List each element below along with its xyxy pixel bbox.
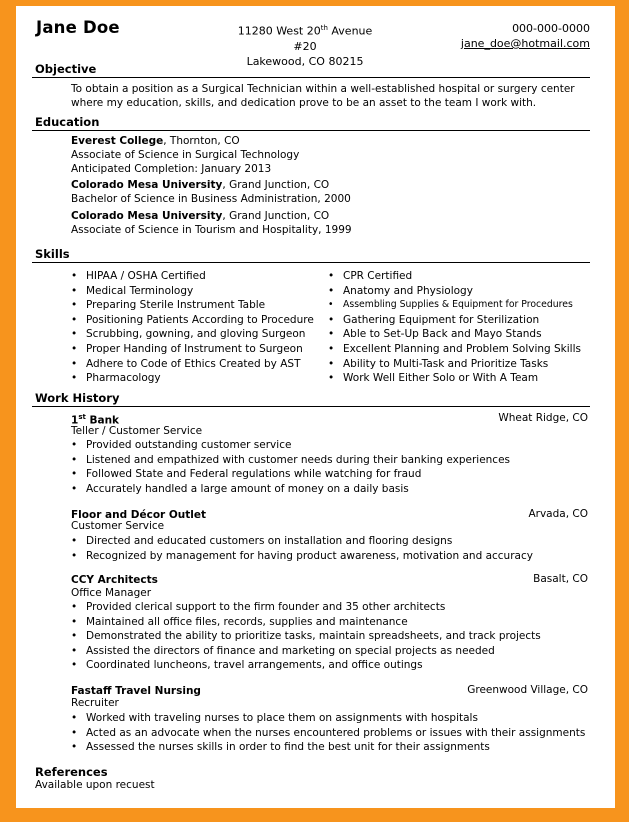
- list-item: • Assisted the directors of finance and marketing on special projects as needed: [71, 644, 541, 659]
- list-item: • Assessed the nurses skills in order to find the best unit for their assignments: [71, 740, 585, 755]
- education-school-2: Colorado Mesa University, Grand Junction, CO: [71, 179, 330, 191]
- job-role-2: Customer Service: [71, 520, 165, 532]
- list-item: • Work Well Either Solo or With A Team: [328, 371, 581, 386]
- section-title-work-history: Work History: [35, 391, 120, 405]
- job-employer-3: CCY Architects: [71, 574, 158, 586]
- education-degree-3: Associate of Science in Tourism and Hospitality, 1999: [71, 224, 352, 236]
- section-divider: [32, 406, 590, 407]
- objective-line-2: where my education, skills, and dedication prove to be an asset to the team I work with.: [71, 97, 537, 109]
- list-item: • HIPAA / OSHA Certified: [71, 269, 314, 284]
- list-item: • Able to Set-Up Back and Mayo Stands: [328, 327, 581, 342]
- list-item: • Positioning Patients According to Procedure: [71, 313, 314, 328]
- list-item: • Proper Handing of Instrument to Surgeon: [71, 342, 314, 357]
- education-degree-2: Bachelor of Science in Business Administration, 2000: [71, 193, 351, 205]
- list-item: • Pharmacology: [71, 371, 314, 386]
- references-text: Available upon recuest: [35, 779, 155, 791]
- list-item: • Ability to Multi-Task and Prioritize Tasks: [328, 357, 581, 372]
- list-item: • Listened and empathized with customer needs during their banking experiences: [71, 453, 510, 468]
- list-item: • Gathering Equipment for Sterilization: [328, 313, 581, 328]
- list-item: • Provided clerical support to the firm founder and 35 other architects: [71, 600, 541, 615]
- list-item: • Coordinated luncheons, travel arrangements, and office outings: [71, 658, 541, 673]
- list-item: • Recognized by management for having product awareness, motivation and accuracy: [71, 549, 533, 564]
- job-duties-3: [71, 600, 541, 673]
- list-item: • Adhere to Code of Ethics Created by AST: [71, 357, 314, 372]
- list-item: • Medical Terminology: [71, 284, 314, 299]
- job-duties-2: [71, 534, 533, 563]
- list-item: • Maintained all office files, records, supplies and maintenance: [71, 615, 541, 630]
- education-degree-1: Associate of Science in Surgical Technology: [71, 149, 300, 161]
- section-title-skills: Skills: [35, 247, 70, 261]
- contact-block: [432, 21, 590, 51]
- job-employer-2: Floor and Décor Outlet: [71, 509, 207, 521]
- list-item: • Scrubbing, gowning, and gloving Surgeon: [71, 327, 314, 342]
- list-item: • Worked with traveling nurses to place them on assignments with hospitals: [71, 711, 585, 726]
- section-divider: [32, 77, 590, 78]
- job-location-1: Wheat Ridge, CO: [498, 412, 588, 424]
- address-line-1: 11280 West 20th Avenue #20: [237, 24, 373, 53]
- list-item: • Anatomy and Physiology: [328, 284, 581, 299]
- job-location-2: Arvada, CO: [528, 508, 588, 520]
- skills-list-right: [328, 269, 581, 386]
- email-address[interactable]: jane_doe@hotmail.com: [460, 37, 590, 50]
- job-location-4: Greenwood Village, CO: [467, 684, 588, 696]
- job-role-1: Teller / Customer Service: [71, 425, 203, 437]
- job-employer-1: 1st Bank: [71, 413, 120, 427]
- section-title-education: Education: [35, 115, 100, 129]
- list-item: • Directed and educated customers on installation and flooring designs: [71, 534, 533, 549]
- list-item: • Accurately handled a large amount of money on a daily basis: [71, 482, 510, 497]
- address-line-2: Lakewood, CO 80215: [246, 54, 364, 68]
- job-duties-4: [71, 711, 585, 755]
- list-item: • CPR Certified: [328, 269, 581, 284]
- section-divider: [32, 262, 590, 263]
- job-role-3: Office Manager: [71, 587, 152, 599]
- list-item: • Followed State and Federal regulations while watching for fraud: [71, 467, 510, 482]
- list-item: • Preparing Sterile Instrument Table: [71, 298, 314, 313]
- section-title-references: References: [35, 765, 108, 779]
- education-school-1: Everest College, Thornton, CO: [71, 135, 240, 147]
- phone-number: 000-000-0000: [512, 22, 590, 35]
- job-location-3: Basalt, CO: [533, 573, 588, 585]
- skills-list-left: [71, 269, 314, 386]
- education-school-3: Colorado Mesa University, Grand Junction, CO: [71, 210, 330, 222]
- list-item: • Demonstrated the ability to prioritize tasks, maintain spreadsheets, and track projects: [71, 629, 541, 644]
- objective-line-1: To obtain a position as a Surgical Technician within a well-established hospital or surgery center: [71, 83, 575, 95]
- job-duties-1: [71, 438, 510, 496]
- section-divider: [32, 130, 590, 131]
- candidate-name: Jane Doe: [36, 18, 120, 37]
- list-item: • Excellent Planning and Problem Solving Skills: [328, 342, 581, 357]
- education-completion-1: Anticipated Completion: January 2013: [71, 163, 272, 175]
- section-title-objective: Objective: [35, 62, 97, 76]
- job-employer-4: Fastaff Travel Nursing: [71, 685, 201, 697]
- list-item: • Acted as an advocate when the nurses encountered problems or issues with their assignments: [71, 726, 585, 741]
- list-item: • Provided outstanding customer service: [71, 438, 510, 453]
- list-item: • Assembling Supplies & Equipment for Procedures: [328, 298, 581, 313]
- job-role-4: Recruiter: [71, 697, 119, 709]
- address-block: [230, 21, 380, 69]
